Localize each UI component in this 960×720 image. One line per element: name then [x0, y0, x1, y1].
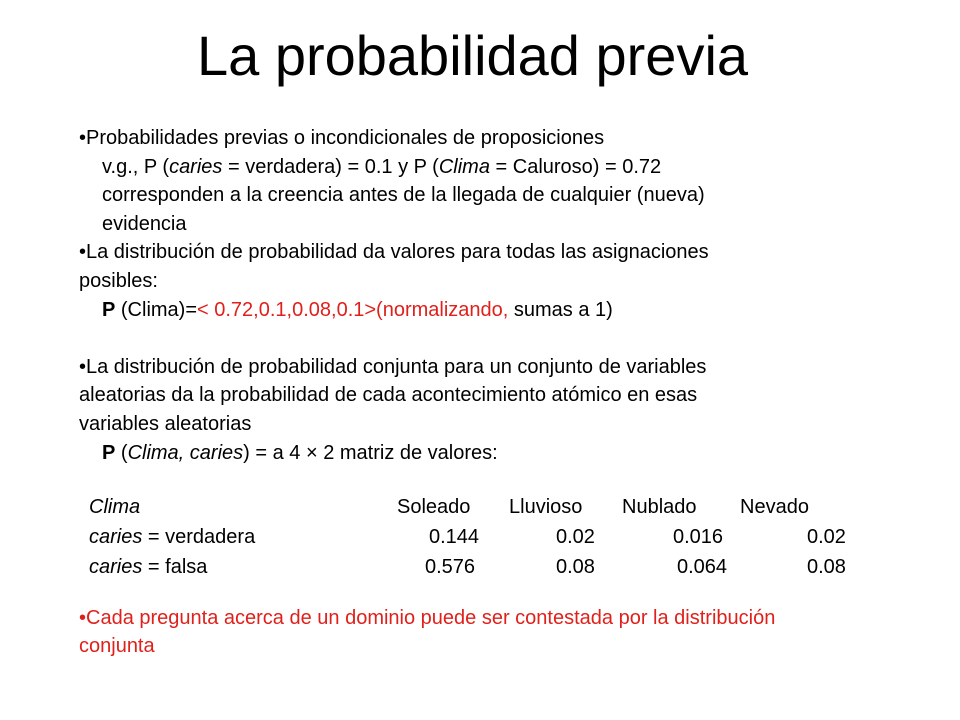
bold-p: P: [102, 441, 116, 464]
slide-body: [79, 124, 949, 661]
text: = Caluroso) = 0.72: [489, 155, 662, 178]
table-header-row: [89, 493, 949, 521]
bullet-2-line-1: •La distribución de probabilidad da valores para todas las asignaciones: [79, 241, 709, 264]
table-cell: 0.02: [556, 525, 595, 548]
table-cell: 0.02: [807, 525, 846, 548]
variables-italic: Clima, caries: [127, 441, 244, 464]
text: sumas a 1): [508, 298, 613, 321]
spacer: [79, 467, 949, 496]
bullet-1-line-2: [79, 153, 949, 182]
header-nevado: Nevado: [740, 495, 809, 518]
slide-title: La probabilidad previa: [196, 24, 749, 87]
distribution-vector: < 0.72,0.1,0.08,0.1>(normalizando,: [197, 298, 509, 321]
bullet-2-line-2: posibles:: [79, 269, 158, 292]
text: (Clima)=: [115, 298, 198, 321]
text: (: [115, 441, 128, 464]
header-nublado: Nublado: [622, 495, 697, 518]
table-cell: 0.064: [677, 555, 728, 578]
header-clima: Clima: [89, 495, 141, 518]
spacer: [79, 324, 949, 353]
text: ) = a 4 × 2 matriz de valores:: [243, 441, 498, 464]
spacer: [79, 582, 949, 604]
bullet-3-line-2: aleatorias da la probabilidad de cada acontecimiento atómico en esas: [79, 384, 698, 407]
table-cell: 0.576: [425, 555, 476, 578]
bullet-4-line-1: •Cada pregunta acerca de un dominio puede ser contestada por la distribución: [79, 606, 776, 629]
header-lluvioso: Lluvioso: [509, 495, 583, 518]
bullet-1-line-4: evidencia: [102, 212, 187, 235]
text: v.g., P (: [102, 155, 170, 178]
row-label: caries = verdadera: [89, 525, 256, 548]
bullet-1-line-3: corresponden a la creencia antes de la llegada de cualquier (nueva): [102, 184, 705, 207]
text: = verdadera) = 0.1 y P (: [222, 155, 439, 178]
variable-clima: Clima: [438, 155, 490, 178]
table-cell: 0.08: [556, 555, 595, 578]
table-row: [89, 553, 949, 581]
row-label: caries = falsa: [89, 555, 208, 578]
bullet-3-line-4: [79, 439, 949, 468]
bold-p: P: [102, 298, 116, 321]
bullet-1-line-1: •Probabilidades previas o incondicionales de proposiciones: [79, 127, 605, 149]
bullet-3-line-1: •La distribución de probabilidad conjunta para un conjunto de variables: [79, 355, 707, 378]
bullet-3-line-3: variables aleatorias: [79, 412, 252, 435]
header-soleado: Soleado: [397, 495, 471, 518]
table-cell: 0.016: [673, 525, 724, 548]
bullet-2-line-3: [79, 296, 949, 325]
table-cell: 0.144: [429, 525, 480, 548]
joint-distribution-table: [79, 496, 949, 582]
variable-caries: caries: [169, 155, 223, 178]
bullet-4-line-2: conjunta: [79, 635, 155, 658]
table-row: [89, 523, 949, 551]
table-cell: 0.08: [807, 555, 846, 578]
